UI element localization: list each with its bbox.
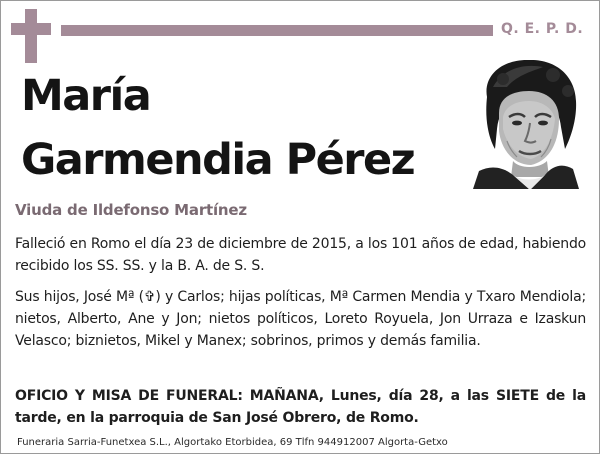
qepd-label: Q. E. P. D. [501, 21, 584, 37]
death-notice-paragraph: Falleció en Romo el día 23 de diciembre de 2015, a los 101 años de edad, habiendo recibido los SS. SS. y la B. A. de S. S. [15, 236, 587, 274]
cross-icon [11, 9, 51, 63]
funeral-paragraph: OFICIO Y MISA DE FUNERAL: MAÑANA, Lunes, día 28, a las SIETE de la tarde, en la parroquia de San José Obrero, de Romo. [15, 388, 586, 426]
widow-of-subtitle: Viuda de Ildefonso Martínez [15, 201, 247, 219]
family-paragraph: Sus hijos, José Mª (✞) y Carlos; hijas políticas, Mª Carmen Mendia y Txaro Mendiola; nietos, Alberto, Ane y Jon; nietos políticos, Loreto Royuela, Jon Urraza e Izaskun Velasco; biznietos, Mikel y Manex; sobrinos, primos y demás familia. [15, 289, 586, 349]
deceased-name-surnames: Garmendia Pérez [21, 135, 415, 185]
funeral-home-footer: Funeraria Sarria-Funetxea S.L., Algortako Etorbidea, 69 Tlfn 944912007 Algorta-Getxo [17, 437, 448, 448]
portrait-photo-icon [473, 57, 579, 189]
deceased-name-first: María [21, 71, 151, 121]
header-rule [61, 25, 493, 36]
